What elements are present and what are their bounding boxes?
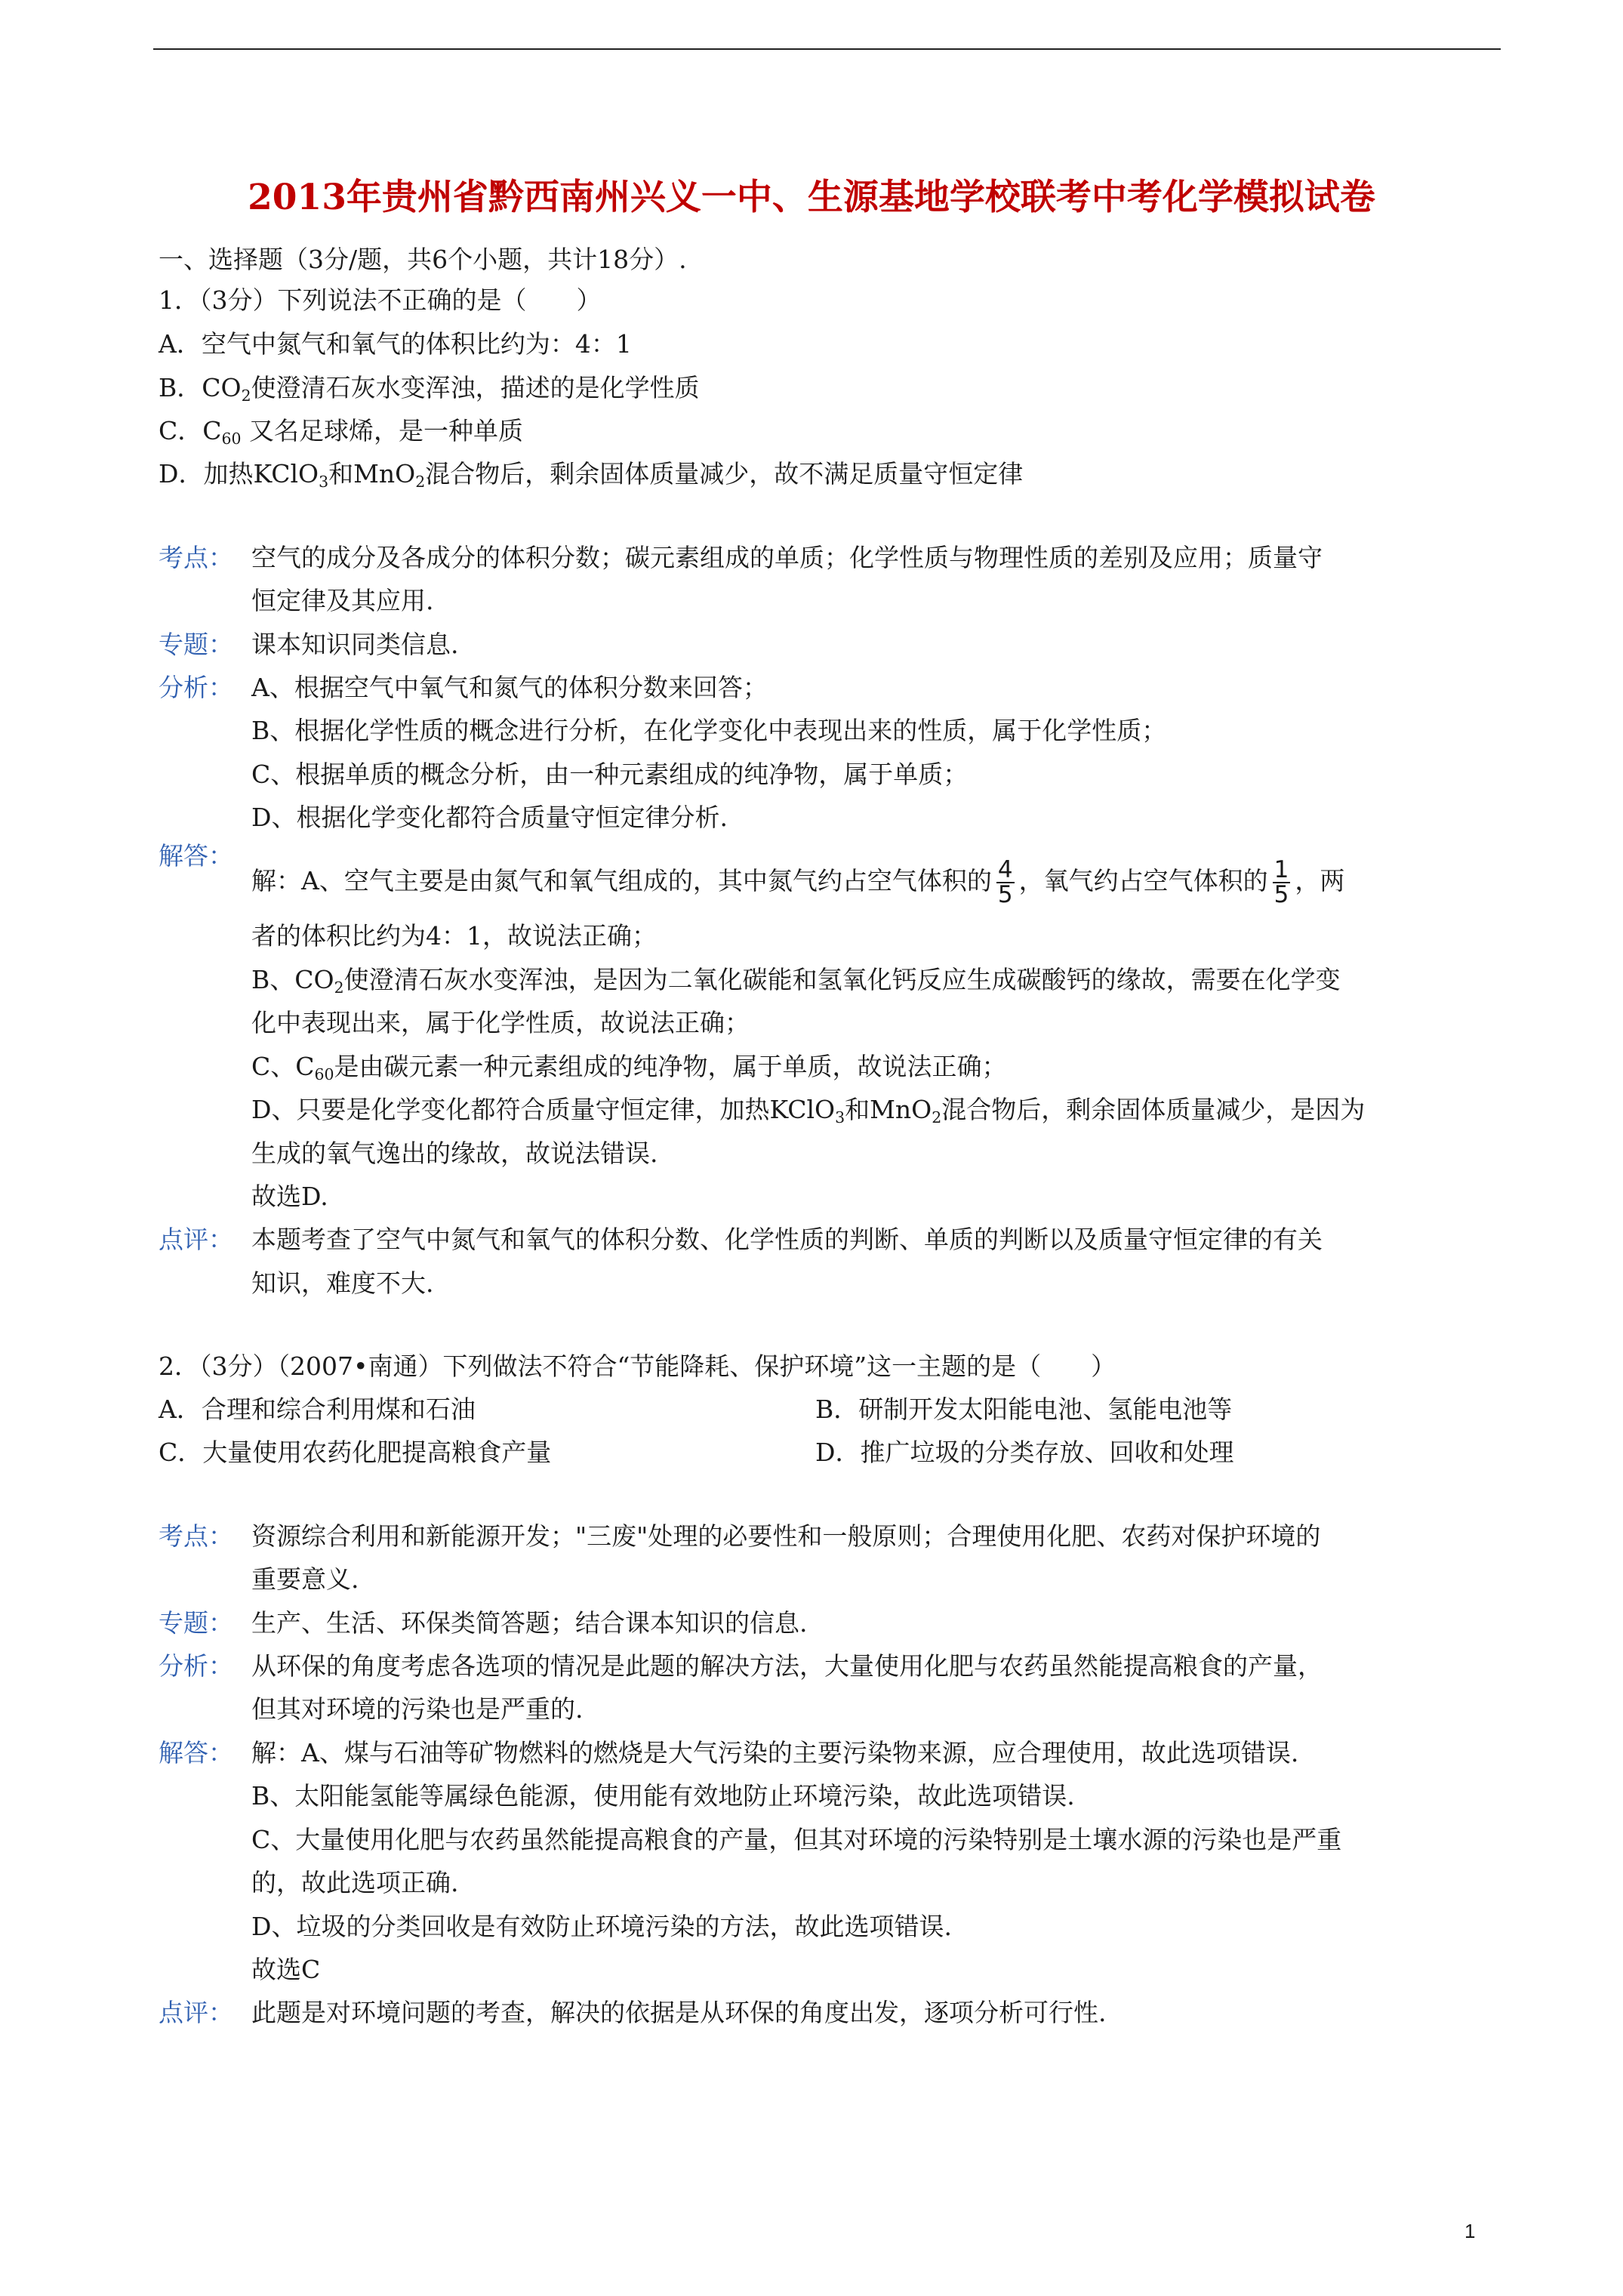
- q1-jieda-line: 解：A、空气主要是由氮气和氧气组成的，其中氮气约占空气体积的 $\frac{4}{5}$ ，氧气约占空气体积的 $\frac{1}{5}$ ，两: [251, 856, 1345, 908]
- q1-option-c: C．$C_{60}$ 又名足球烯，是一种单质: [159, 416, 524, 448]
- q1-zhuanti-label: 专题：: [159, 630, 233, 659]
- q2-kaodian-line: 重要意义.: [251, 1564, 359, 1594]
- q1-option-a: A．空气中氮气和氧气的体积比约为：4：1: [159, 329, 632, 359]
- q1-jieda-line: 故选D.: [251, 1182, 328, 1211]
- q2-option-d: D．推广垃圾的分类存放、回收和处理: [815, 1438, 1234, 1467]
- q2-jieda-label: 解答：: [159, 1738, 233, 1767]
- fraction-four-fifths: $\frac{4}{5}$: [997, 856, 1013, 908]
- q1-jieda-label: 解答：: [159, 841, 233, 871]
- q2-dianping-label: 点评：: [159, 1998, 233, 2027]
- q2-kaodian-label: 考点：: [159, 1521, 233, 1551]
- q2-jieda-line: B、太阳能氢能等属绿色能源，使用能有效地防止环境污染，故此选项错误.: [251, 1781, 1075, 1811]
- q1-jieda-line: 化中表现出来，属于化学性质，故说法正确；: [251, 1008, 750, 1037]
- q2-option-b: B．研制开发太阳能电池、氢能电池等: [815, 1395, 1233, 1424]
- fraction-one-fifth: $\frac{1}{5}$: [1273, 856, 1289, 908]
- q1-kaodian-line: 空气的成分及各成分的体积分数；碳元素组成的单质；化学性质与物理性质的差别及应用；质量守: [251, 543, 1323, 572]
- q1-zhuanti-text: 课本知识同类信息.: [251, 630, 459, 659]
- q1-kaodian-line: 恒定律及其应用.: [251, 586, 434, 615]
- q1-fenxi-line: A、根据空气中氧气和氮气的体积分数来回答；: [251, 673, 768, 702]
- q2-jieda-line: 的，故此选项正确.: [251, 1868, 459, 1897]
- q2-dianping-text: 此题是对环境问题的考查，解决的依据是从环保的角度出发，逐项分析可行性.: [251, 1998, 1107, 2027]
- q1-dianping-label: 点评：: [159, 1225, 233, 1254]
- q2-fenxi-label: 分析：: [159, 1651, 233, 1681]
- q2-kaodian-line: 资源综合利用和新能源开发；"三废"处理的必要性和一般原则；合理使用化肥、农药对保护环境的: [251, 1521, 1321, 1551]
- q1-kaodian-label: 考点：: [159, 543, 233, 572]
- q2-jieda-line: C、大量使用化肥与农药虽然能提高粮食的产量，但其对环境的污染特别是土壤水源的污染也是严重: [251, 1825, 1342, 1854]
- q1-option-b: B．$CO_2$使澄清石灰水变浑浊，描述的是化学性质: [159, 373, 700, 405]
- q2-option-c: C．大量使用农药化肥提高粮食产量: [159, 1438, 552, 1467]
- section-header: 一、选择题（3分/题，共6个小题，共计18分）.: [159, 245, 687, 274]
- q2-stem: 2．（3分）（2007•南通）下列做法不符合“节能降耗、保护环境”这一主题的是（ ）: [159, 1351, 1116, 1381]
- q1-fenxi-line: B、根据化学性质的概念进行分析，在化学变化中表现出来的性质，属于化学性质；: [251, 716, 1167, 745]
- q2-fenxi-line: 但其对环境的污染也是严重的.: [251, 1694, 584, 1724]
- q2-option-a: A．合理和综合利用煤和石油: [159, 1395, 476, 1424]
- q1-fenxi-line: C、根据单质的概念分析，由一种元素组成的纯净物，属于单质；: [251, 760, 969, 789]
- q1-dianping-line: 知识，难度不大.: [251, 1268, 434, 1298]
- q1-option-d: D．加热KClO$_3$和MnO$_2$混合物后，剩余固体质量减少，故不满足质量守恒定律: [159, 459, 1024, 492]
- q2-fenxi-line: 从环保的角度考虑各选项的情况是此题的解决方法，大量使用化肥与农药虽然能提高粮食的产量，: [251, 1651, 1323, 1681]
- q2-zhuanti-label: 专题：: [159, 1608, 233, 1638]
- q1-fenxi-label: 分析：: [159, 673, 233, 702]
- q2-jieda-line: D、垃圾的分类回收是有效防止环境污染的方法，故此选项错误.: [251, 1912, 952, 1941]
- header-rule: [153, 48, 1501, 50]
- q1-jieda-line: 者的体积比约为4：1，故说法正确；: [251, 921, 657, 951]
- q2-jieda-line: 解：A、煤与石油等矿物燃料的燃烧是大气污染的主要污染物来源，应合理使用，故此选项错误.: [251, 1738, 1299, 1767]
- page-number: 1: [1464, 2220, 1476, 2242]
- q1-jieda-line: D、只要是化学变化都符合质量守恒定律，加热KClO$_3$和MnO$_2$混合物后，剩余固体质量减少，是因为: [251, 1095, 1366, 1127]
- q2-zhuanti-text: 生产、生活、环保类简答题；结合课本知识的信息.: [251, 1608, 808, 1638]
- q2-jieda-line: 故选C: [251, 1955, 321, 1984]
- q1-jieda-line: 生成的氧气逸出的缘故，故说法错误.: [251, 1139, 658, 1168]
- q1-jieda-line: B、$CO_2$使澄清石灰水变浑浊，是因为二氧化碳能和氢氧化钙反应生成碳酸钙的缘故，需要在化学变: [251, 965, 1341, 997]
- exam-title: 2013年贵州省黔西南州兴义一中、生源基地学校联考中考化学模拟试卷: [248, 177, 1375, 218]
- q1-dianping-line: 本题考查了空气中氮气和氧气的体积分数、化学性质的判断、单质的判断以及质量守恒定律的有关: [251, 1225, 1323, 1254]
- q1-jieda-line: C、$C_{60}$是由碳元素一种元素组成的纯净物，属于单质，故说法正确；: [251, 1052, 1007, 1084]
- q1-stem: 1．（3分）下列说法不正确的是（ ）: [159, 285, 602, 315]
- q1-fenxi-line: D、根据化学变化都符合质量守恒定律分析.: [251, 803, 728, 832]
